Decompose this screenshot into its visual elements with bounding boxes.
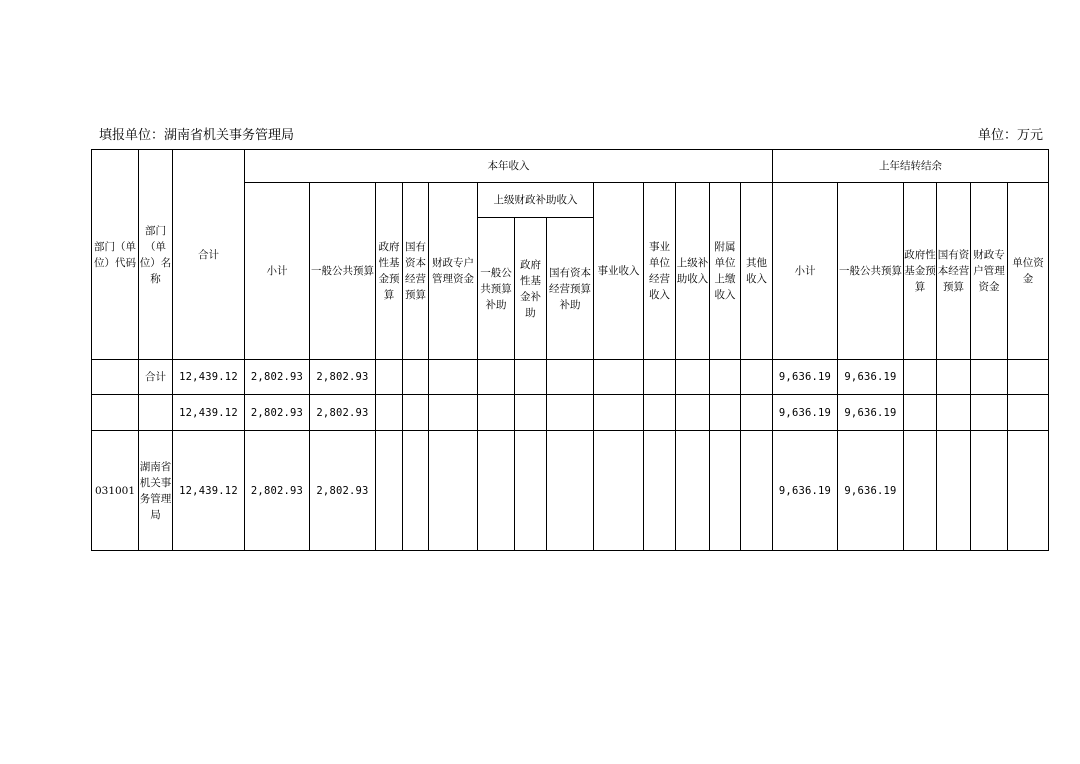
- cell-dept-name: 合计: [139, 360, 173, 395]
- cell-carryover-general: 9,636.19: [838, 395, 904, 431]
- cell-general-public: 2,802.93: [310, 431, 376, 551]
- cell-carryover-subtotal: 9,636.19: [773, 431, 838, 551]
- cell-dept-code: [92, 395, 139, 431]
- col-state-capital-budget: 国有资本经营预算: [403, 183, 429, 360]
- cell-carryover-general: 9,636.19: [838, 431, 904, 551]
- col-business-income: 事业收入: [594, 183, 644, 360]
- col-total: 合计: [173, 150, 245, 360]
- col-gov-fund-budget: 政府性基金预算: [376, 183, 403, 360]
- cell-subtotal: 2,802.93: [245, 360, 310, 395]
- cell-general-public: 2,802.93: [310, 395, 376, 431]
- col-superior-fiscal-subsidy: 上级财政补助收入: [478, 183, 594, 218]
- col-general-public-budget: 一般公共预算: [310, 183, 376, 360]
- col-carryover-gov-fund: 政府性基金预算: [904, 183, 937, 360]
- cell-total: 12,439.12: [173, 431, 245, 551]
- col-superior-grant-income: 上级补助收入: [676, 183, 710, 360]
- cell-subtotal: 2,802.93: [245, 431, 310, 551]
- table-row: [92, 395, 1049, 431]
- cell-carryover-general: 9,636.19: [838, 360, 904, 395]
- col-carryover-unit-funds: 单位资金: [1008, 183, 1049, 360]
- table-row: [92, 431, 1049, 551]
- cell-dept-code: [92, 360, 139, 395]
- table-row: [92, 360, 1049, 395]
- col-subtotal: 小计: [245, 183, 310, 360]
- cell-total: 12,439.12: [173, 395, 245, 431]
- col-carryover-subtotal: 小计: [773, 183, 838, 360]
- col-affiliated-turnover-income: 附属单位上缴收入: [710, 183, 741, 360]
- cell-dept-name: 湖南省机关事务管理局: [139, 431, 173, 551]
- cell-dept-code: 031001: [92, 431, 139, 551]
- col-subsidy-gov-fund: 政府性基金补助: [515, 218, 547, 360]
- col-carryover-fiscal-special: 财政专户管理资金: [971, 183, 1008, 360]
- cell-carryover-subtotal: 9,636.19: [773, 360, 838, 395]
- currency-unit-label: 单位：万元: [977, 128, 1043, 143]
- cell-subtotal: 2,802.93: [245, 395, 310, 431]
- col-fiscal-special-account: 财政专户管理资金: [429, 183, 478, 360]
- cell-carryover-subtotal: 9,636.19: [773, 395, 838, 431]
- col-business-unit-operating-income: 事业单位经营收入: [644, 183, 676, 360]
- col-subsidy-state-capital: 国有资本经营预算补助: [547, 218, 594, 360]
- cell-total: 12,439.12: [173, 360, 245, 395]
- filing-unit-label: 填报单位：湖南省机关事务管理局: [99, 128, 295, 143]
- cell-general-public: 2,802.93: [310, 360, 376, 395]
- col-current-year-income: 本年收入: [245, 150, 773, 183]
- col-dept-name: 部门（单位）名称: [139, 150, 173, 360]
- cell-dept-name: [139, 395, 173, 431]
- col-other-income: 其他收入: [741, 183, 773, 360]
- col-prior-year-carryover: 上年结转结余: [773, 150, 1049, 183]
- income-budget-table: [91, 149, 1049, 551]
- col-subsidy-general-public: 一般公共预算补助: [478, 218, 515, 360]
- col-dept-code: 部门（单位）代码: [92, 150, 139, 360]
- col-carryover-general-public: 一般公共预算: [838, 183, 904, 360]
- col-carryover-state-capital: 国有资本经营预算: [937, 183, 971, 360]
